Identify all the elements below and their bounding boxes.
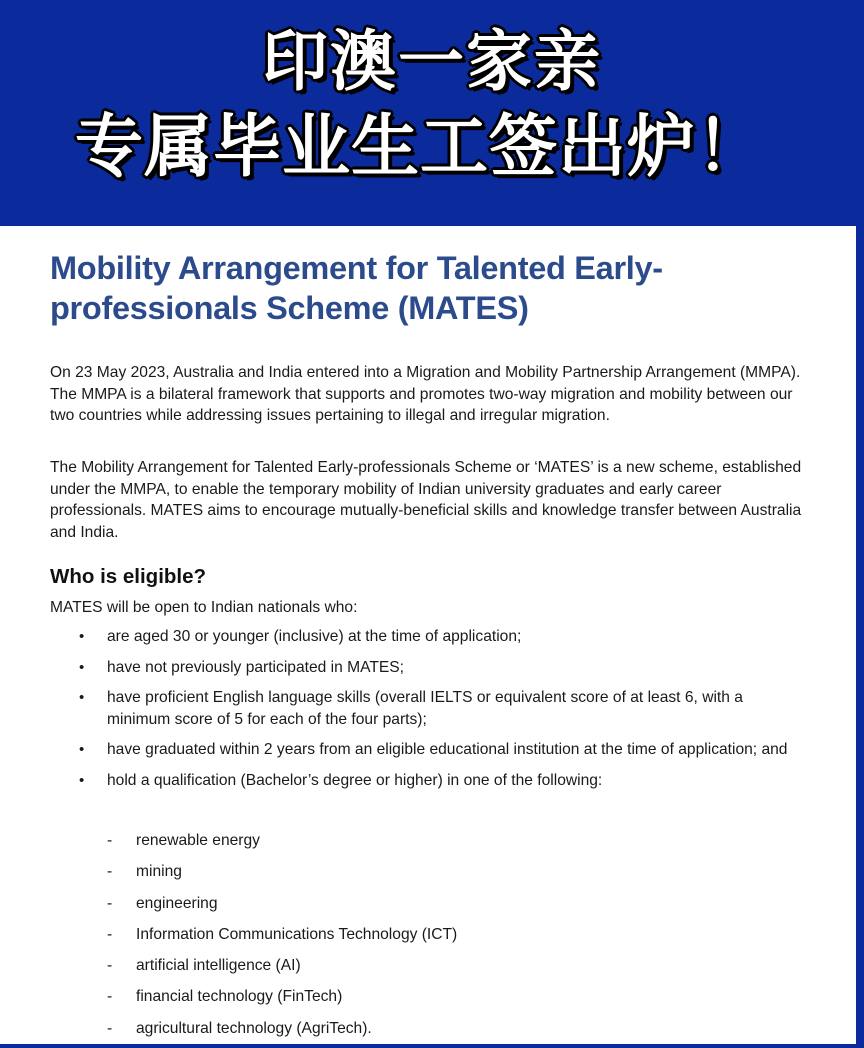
eligibility-item [0, 657, 807, 679]
qualification-field-item [0, 893, 856, 924]
dash-icon: - [107, 988, 113, 1006]
qualification-field-text: mining [136, 863, 182, 881]
dash-icon: - [107, 925, 113, 943]
qualification-field-text: engineering [136, 894, 218, 912]
document-page [0, 226, 856, 1044]
eligibility-heading: Who is eligible? [50, 565, 207, 588]
qualification-field-item [0, 830, 856, 861]
dash-icon: - [107, 894, 113, 912]
eligibility-item-text: hold a qualification (Bachelor’s degree or higher) in one of the following: [107, 771, 603, 789]
document-title: Mobility Arrangement for Talented Early-professionals Scheme (MATES) [50, 250, 663, 326]
bullet-icon: • [79, 741, 85, 758]
dash-icon: - [107, 863, 113, 881]
qualification-field-item [0, 986, 856, 1017]
bullet-icon: • [79, 628, 85, 645]
eligibility-item-text: have graduated within 2 years from an eligible educational institution at the time of application; and [107, 741, 788, 758]
dash-icon: - [107, 957, 113, 975]
eligibility-item-text: are aged 30 or younger (inclusive) at the time of application; [107, 628, 522, 645]
qualification-field-text: renewable energy [136, 832, 260, 849]
qualification-field-text: artificial intelligence (AI) [136, 957, 301, 975]
qualification-field-item [0, 955, 856, 986]
headline-line-2: 专属毕业生工签出炉！ [74, 108, 765, 187]
eligibility-item [0, 770, 807, 792]
eligibility-list [0, 626, 856, 800]
qualification-field-text: agricultural technology (AgriTech). [136, 1019, 372, 1037]
bullet-icon: • [79, 689, 85, 706]
headline-banner [0, 0, 864, 226]
qualification-fields-list [0, 830, 856, 1044]
headline-line-1: 印澳一家亲 [262, 23, 602, 100]
eligibility-intro: MATES will be open to Indian nationals who: [50, 599, 358, 616]
paragraph-mmpa: On 23 May 2023, Australia and India entered into a Migration and Mobility Partnership Arrangement (MMPA). The MMPA is a bilateral framework that supports and promotes two-way migration and mobility between our two countries while addressing issues pertaining to illegal and irregular migration. [50, 364, 801, 424]
dash-icon: - [107, 1019, 113, 1037]
qualification-field-item [0, 1018, 856, 1044]
qualification-field-text: Information Communications Technology (ICT) [136, 925, 458, 943]
eligibility-item [0, 687, 807, 730]
bottom-frame-edge [0, 1044, 864, 1048]
qualification-field-item [0, 861, 856, 892]
eligibility-item [0, 626, 807, 648]
bullet-icon: • [79, 771, 85, 789]
eligibility-item [0, 739, 807, 761]
qualification-field-text: financial technology (FinTech) [136, 988, 343, 1006]
qualification-field-item [0, 924, 856, 955]
dash-icon: - [107, 832, 113, 849]
eligibility-item-text: have not previously participated in MATES; [107, 658, 405, 676]
right-frame-edge [856, 226, 864, 1048]
eligibility-item-text: have proficient English language skills (overall IELTS or equivalent score of at least 6, with a minimum score of 5 for each of the four parts); [107, 689, 743, 728]
bullet-icon: • [79, 658, 85, 676]
paragraph-mates: The Mobility Arrangement for Talented Early-professionals Scheme or ‘MATES’ is a new scheme, established under the MMPA, to enable the temporary mobility of Indian university graduates and early career professionals. MATES aims to encourage mutually-beneficial skills and knowledge transfer between Australia and India. [50, 459, 802, 541]
